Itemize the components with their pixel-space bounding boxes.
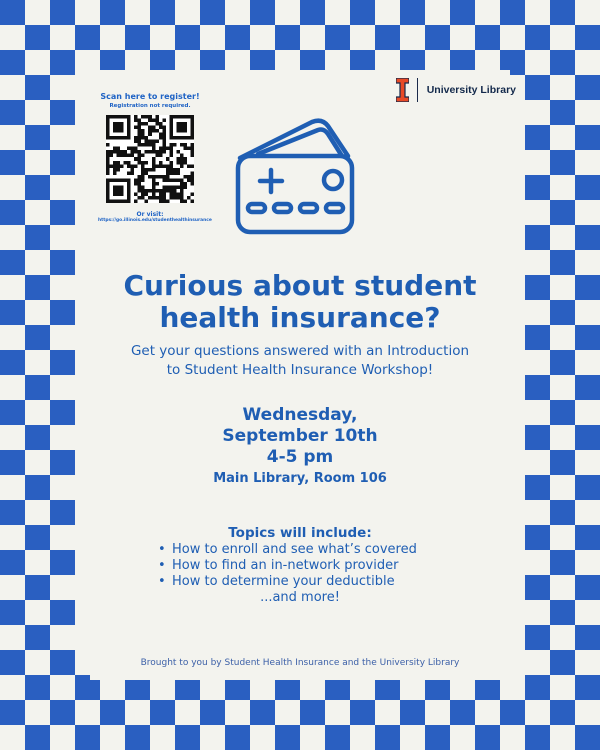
qr-or-visit: Or visit: xyxy=(136,211,164,218)
topic-text: How to determine your deductible xyxy=(172,574,395,589)
event-time: 4-5 pm xyxy=(266,447,334,467)
headline xyxy=(80,270,520,334)
bullet: • xyxy=(158,542,166,557)
illinois-block-i-icon xyxy=(396,78,409,102)
qr-registration-block xyxy=(98,92,212,224)
logo-text: University Library xyxy=(426,84,516,96)
registration-link[interactable]: https://go.illinois.edu/studenthealthinsurance xyxy=(98,218,212,223)
health-insurance-card-icon xyxy=(230,118,360,244)
footer-credit: Brought to you by Student Health Insurance and the University Library xyxy=(140,658,460,668)
topics-title: Topics will include: xyxy=(228,525,372,541)
flyer-content xyxy=(90,70,516,680)
topic-text: How to enroll and see what’s covered xyxy=(172,542,417,557)
topics-list xyxy=(90,542,510,590)
list-item xyxy=(158,542,510,558)
subhead-line-1: Get your questions answered with an Introduction xyxy=(130,343,470,359)
list-item xyxy=(158,558,510,574)
subheadline xyxy=(80,342,520,380)
bullet: • xyxy=(158,558,166,573)
headline-line-1: Curious about student xyxy=(123,269,477,302)
university-library-logo xyxy=(396,78,516,102)
event-location: Main Library, Room 106 xyxy=(213,471,387,486)
headline-line-2: health insurance? xyxy=(159,301,441,334)
event-date: September 10th xyxy=(222,426,378,446)
qr-subtitle: Registration not required. xyxy=(109,103,191,109)
qr-code-icon[interactable] xyxy=(106,115,194,203)
topics-more: ...and more! xyxy=(260,590,340,605)
event-details xyxy=(90,405,510,489)
logo-divider xyxy=(417,78,418,102)
bullet: • xyxy=(158,574,166,589)
list-item xyxy=(158,574,510,590)
event-day: Wednesday, xyxy=(242,405,358,425)
topic-text: How to find an in-network provider xyxy=(172,558,399,573)
subhead-line-2: to Student Health Insurance Workshop! xyxy=(166,362,434,378)
qr-title: Scan here to register! xyxy=(100,92,200,101)
topics-section xyxy=(90,524,510,606)
